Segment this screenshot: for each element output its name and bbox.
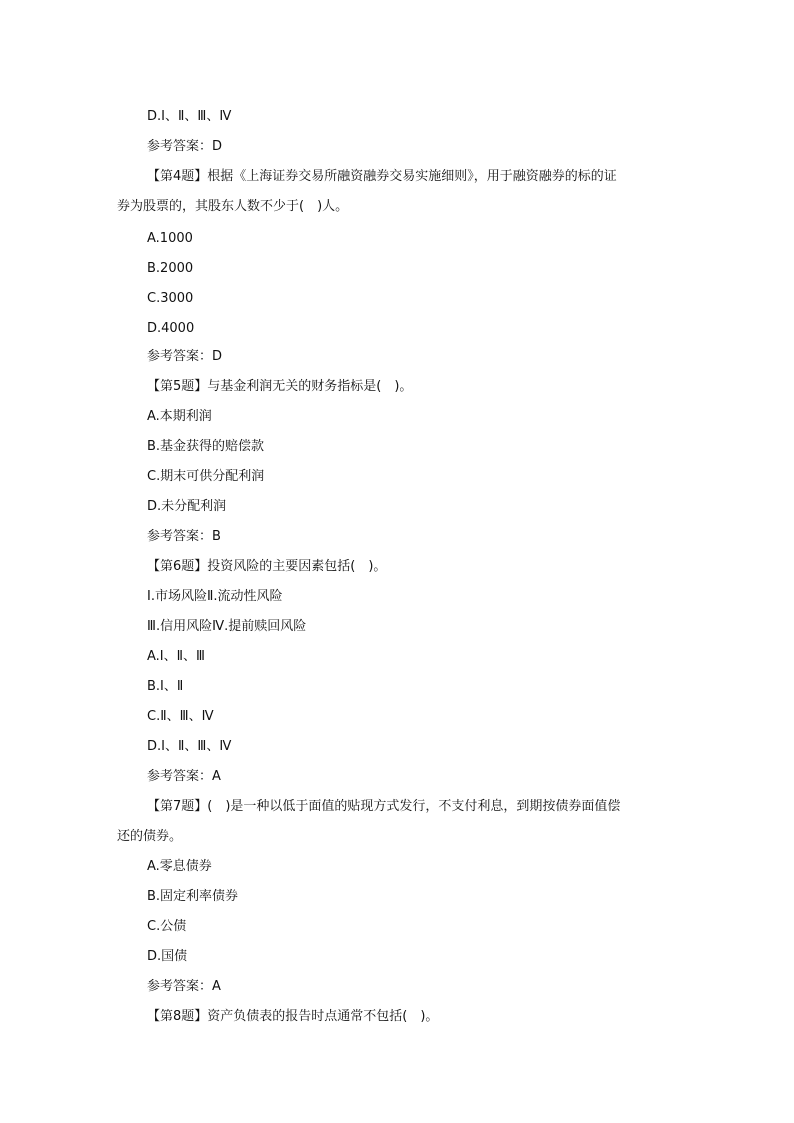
question-line: 【第7题】( )是一种以低于面值的贴现方式发行，不支付利息，到期按债券面值偿 bbox=[147, 799, 621, 814]
option-line: A.1000 bbox=[147, 231, 193, 246]
question-line: 【第4题】根据《上海证券交易所融资融券交易实施细则》，用于融资融券的标的证 bbox=[147, 169, 617, 184]
option-line: A.Ⅰ、Ⅱ、Ⅲ bbox=[147, 649, 205, 664]
option-line: D.未分配利润 bbox=[147, 499, 227, 514]
question-line: 【第6题】投资风险的主要因素包括( )。 bbox=[147, 559, 387, 574]
option-line: B.2000 bbox=[147, 261, 194, 276]
option-line: C.3000 bbox=[147, 291, 194, 306]
question-line: 【第5题】与基金利润无关的财务指标是( )。 bbox=[147, 379, 413, 394]
answer-line: 参考答案：A bbox=[147, 769, 221, 784]
option-line: C.期末可供分配利润 bbox=[147, 469, 265, 484]
option-line: B.Ⅰ、Ⅱ bbox=[147, 679, 184, 694]
option-line: D.Ⅰ、Ⅱ、Ⅲ、Ⅳ bbox=[147, 109, 232, 124]
option-line: C.Ⅱ、Ⅲ、Ⅳ bbox=[147, 709, 214, 724]
option-line: Ⅲ.信用风险Ⅳ.提前赎回风险 bbox=[147, 619, 307, 634]
option-line: D.Ⅰ、Ⅱ、Ⅲ、Ⅳ bbox=[147, 739, 232, 754]
option-line: B.基金获得的赔偿款 bbox=[147, 439, 265, 454]
option-line: D.国债 bbox=[147, 949, 188, 964]
option-line: A.本期利润 bbox=[147, 409, 212, 424]
question-line: 【第8题】资产负债表的报告时点通常不包括( )。 bbox=[147, 1009, 439, 1024]
question-continuation-line: 还的债券。 bbox=[117, 829, 183, 844]
question-continuation-line: 券为股票的，其股东人数不少于( )人。 bbox=[117, 199, 349, 214]
option-line: D.4000 bbox=[147, 321, 195, 336]
answer-line: 参考答案：D bbox=[147, 349, 223, 364]
answer-line: 参考答案：D bbox=[147, 139, 223, 154]
option-line: B.固定利率债券 bbox=[147, 889, 239, 904]
option-line: C.公债 bbox=[147, 919, 187, 934]
option-line: A.零息债券 bbox=[147, 859, 212, 874]
answer-line: 参考答案：A bbox=[147, 979, 221, 994]
answer-line: 参考答案：B bbox=[147, 529, 221, 544]
option-line: Ⅰ.市场风险Ⅱ.流动性风险 bbox=[147, 589, 283, 604]
